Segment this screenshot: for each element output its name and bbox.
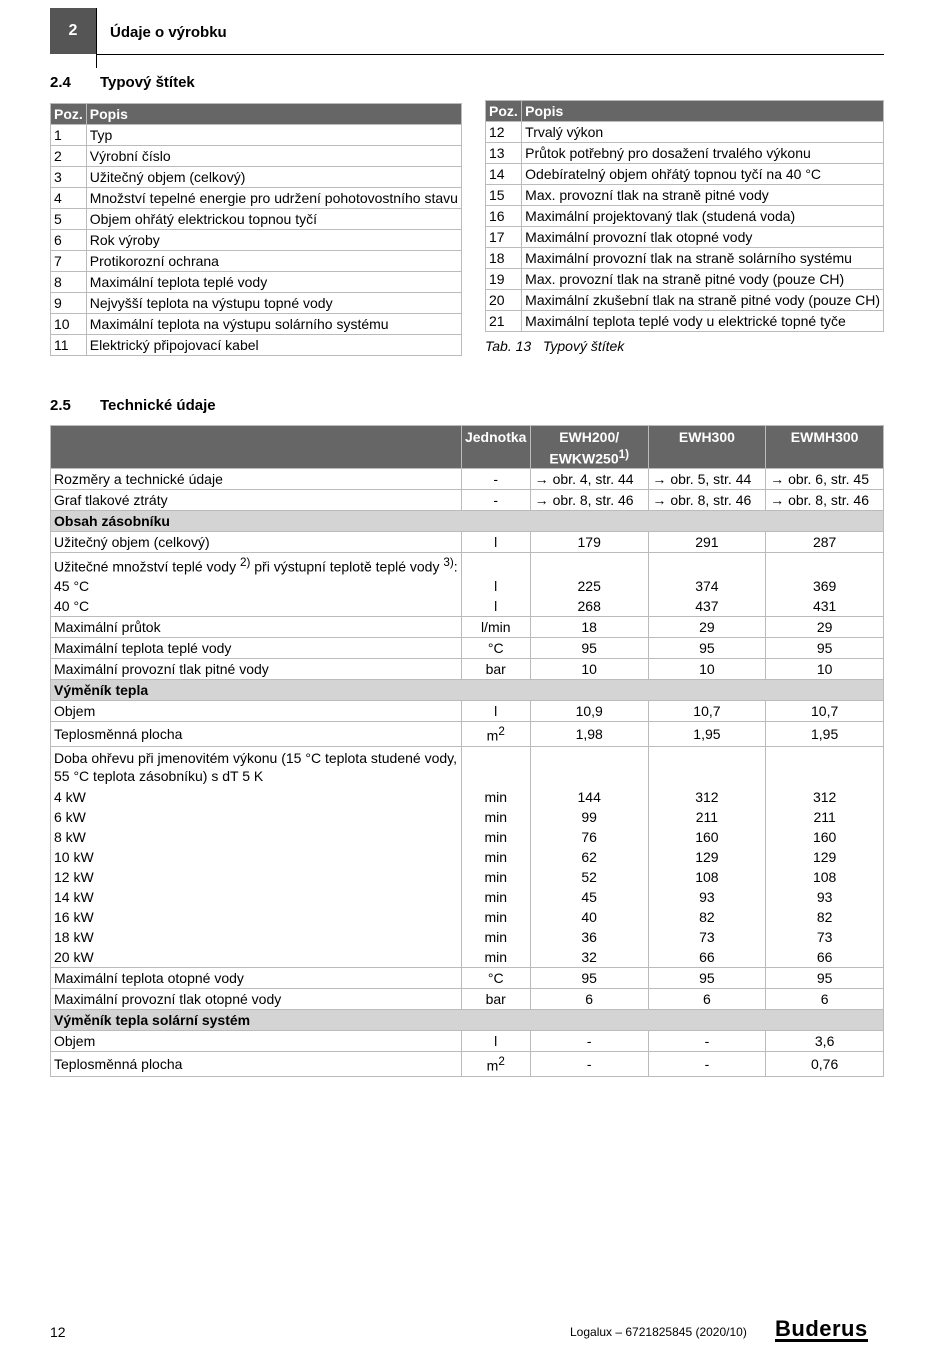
unit-text: m — [486, 1057, 499, 1074]
unit-text: min — [484, 908, 507, 925]
value-cell: 73 — [766, 927, 884, 947]
table-row — [51, 251, 462, 272]
value-cell: 95 — [530, 967, 648, 988]
pos-cell: 18 — [486, 248, 522, 269]
unit-cell — [461, 787, 530, 807]
value-cell: 431 — [766, 596, 884, 617]
hw-qty-label-b: při výstupní teplotě teplé vody — [250, 558, 444, 575]
row-label: Objem — [51, 1030, 462, 1051]
unit-cell — [461, 807, 530, 827]
value-cell: 211 — [648, 807, 766, 827]
value-cell: 437 — [648, 596, 766, 617]
row-label: Maximální teplota otopné vody — [51, 967, 462, 988]
row-label: Teplosměnná plocha — [51, 1051, 462, 1076]
pos-cell: 20 — [486, 290, 522, 311]
row-label: Doba ohřevu při jmenovitém výkonu (15 °C teplota studené vody, 55 °C teplota zásobníku) s dT 5 K — [51, 746, 462, 787]
row-label: Objem — [51, 701, 462, 722]
row-label: 45 °C — [51, 576, 462, 596]
value-cell: 93 — [766, 887, 884, 907]
unit-text: min — [484, 948, 507, 965]
pos-cell: 3 — [51, 167, 87, 188]
footnote-marker: 3) — [443, 555, 454, 569]
unit-cell — [461, 1051, 530, 1076]
value-cell: 29 — [648, 617, 766, 638]
desc-cell: Typ — [86, 125, 461, 146]
empty-cell — [648, 552, 766, 576]
value-cell: 0,76 — [766, 1051, 884, 1076]
desc-cell: Maximální provozní tlak otopné vody — [522, 227, 884, 248]
value-cell: 45 — [530, 887, 648, 907]
col-header-pos: Poz. — [51, 104, 87, 125]
unit-text: min — [484, 828, 507, 845]
desc-cell: Množství tepelné energie pro udržení pohotovostního stavu — [86, 188, 461, 209]
arrow-right-icon: → — [770, 470, 785, 487]
row-label: 14 kW — [51, 887, 462, 907]
unit-cell — [461, 927, 530, 947]
unit-text: min — [484, 808, 507, 825]
row-label — [51, 552, 462, 576]
value-cell: - — [648, 1051, 766, 1076]
value-cell: 18 — [530, 617, 648, 638]
unit-cell — [461, 947, 530, 968]
table-row — [51, 596, 884, 617]
row-label: Užitečný objem (celkový) — [51, 531, 462, 552]
pos-cell: 16 — [486, 206, 522, 227]
value-cell: 62 — [530, 847, 648, 867]
unit-cell — [461, 907, 530, 927]
value-cell: 76 — [530, 827, 648, 847]
table-row — [486, 248, 884, 269]
table-row — [486, 206, 884, 227]
row-label: 8 kW — [51, 827, 462, 847]
desc-cell: Max. provozní tlak na straně pitné vody (pouze CH) — [522, 269, 884, 290]
desc-cell: Maximální provozní tlak na straně solárního systému — [522, 248, 884, 269]
reference-link-cell — [648, 468, 766, 489]
unit-cell — [461, 701, 530, 722]
value-cell: 32 — [530, 947, 648, 968]
row-label: 18 kW — [51, 927, 462, 947]
table-row — [486, 164, 884, 185]
value-cell: 291 — [648, 531, 766, 552]
value-cell: 179 — [530, 531, 648, 552]
empty-cell — [766, 552, 884, 576]
value-cell: 1,95 — [648, 722, 766, 747]
pos-cell: 2 — [51, 146, 87, 167]
desc-cell: Trvalý výkon — [522, 122, 884, 143]
value-cell: 1,95 — [766, 722, 884, 747]
pos-cell: 14 — [486, 164, 522, 185]
arrow-right-icon: → — [534, 491, 549, 508]
value-cell: 6 — [530, 988, 648, 1009]
reference-link-cell — [766, 489, 884, 510]
section-heading-2-4 — [50, 74, 195, 91]
desc-cell: Rok výroby — [86, 230, 461, 251]
value-cell: 73 — [648, 927, 766, 947]
header-divider — [96, 8, 97, 68]
value-cell: 312 — [648, 787, 766, 807]
header-footnote: 1) — [618, 448, 629, 461]
table-row — [51, 314, 462, 335]
value-cell: 211 — [766, 807, 884, 827]
pos-cell: 8 — [51, 272, 87, 293]
value-cell: 82 — [766, 907, 884, 927]
value-cell: 1,98 — [530, 722, 648, 747]
section-title: Typový štítek — [100, 74, 195, 91]
unit-text: °C — [487, 640, 504, 657]
value-cell: 312 — [766, 787, 884, 807]
row-label: Rozměry a technické údaje — [51, 468, 462, 489]
unit-cell — [461, 847, 530, 867]
value-cell: 36 — [530, 927, 648, 947]
value-cell: 129 — [766, 847, 884, 867]
table-row — [486, 122, 884, 143]
empty-cell — [530, 552, 648, 576]
row-label: 4 kW — [51, 787, 462, 807]
empty-cell — [461, 746, 530, 787]
reference-text: obr. 8, str. 46 — [670, 491, 752, 508]
hw-qty-label-a: Užitečné množství teplé vody — [54, 558, 240, 575]
table-row — [51, 146, 462, 167]
subheader-row — [51, 1009, 884, 1030]
chapter-title: Údaje o výrobku — [110, 24, 227, 41]
technical-data-table — [50, 425, 884, 1077]
unit-text: bar — [485, 990, 506, 1007]
value-cell: 225 — [530, 576, 648, 596]
table-row — [486, 227, 884, 248]
table-row — [51, 125, 462, 146]
empty-cell — [530, 746, 648, 787]
row-label: Maximální průtok — [51, 617, 462, 638]
table-row — [51, 1051, 884, 1076]
pos-cell: 10 — [51, 314, 87, 335]
subheader-cell: Výměník tepla solární systém — [51, 1009, 884, 1030]
reference-text: obr. 8, str. 46 — [552, 491, 634, 508]
section-title: Technické údaje — [100, 397, 216, 414]
table-caption — [485, 338, 624, 354]
nameplate-table-right — [485, 100, 884, 332]
unit-text: min — [484, 848, 507, 865]
reference-text: obr. 6, str. 45 — [788, 470, 869, 487]
desc-cell: Odebíratelný objem ohřátý topnou tyčí na 40 °C — [522, 164, 884, 185]
arrow-right-icon: → — [652, 491, 667, 508]
desc-cell: Maximální teplota na výstupu solárního systému — [86, 314, 461, 335]
table-row — [51, 335, 462, 356]
unit-cell — [461, 988, 530, 1009]
pos-cell: 15 — [486, 185, 522, 206]
empty-cell — [648, 746, 766, 787]
reference-link-cell — [648, 489, 766, 510]
row-label: Graf tlakové ztráty — [51, 489, 462, 510]
table-row — [51, 967, 884, 988]
table-row — [51, 638, 884, 659]
desc-cell: Výrobní číslo — [86, 146, 461, 167]
pos-cell: 12 — [486, 122, 522, 143]
value-cell: - — [648, 1030, 766, 1051]
value-cell: 108 — [766, 867, 884, 887]
table-row — [51, 552, 884, 576]
value-cell: 10,9 — [530, 701, 648, 722]
col-header-unit: Jednotka — [461, 426, 530, 469]
value-cell: 160 — [648, 827, 766, 847]
reference-text: obr. 5, str. 44 — [670, 470, 752, 487]
unit-cell — [461, 659, 530, 680]
desc-cell: Maximální teplota teplé vody — [86, 272, 461, 293]
row-label: 40 °C — [51, 596, 462, 617]
footnote-marker: 2) — [239, 555, 251, 569]
unit-superscript: 2 — [498, 1054, 505, 1068]
pos-cell: 19 — [486, 269, 522, 290]
value-cell: 29 — [766, 617, 884, 638]
col-header-ewh200 — [530, 426, 648, 469]
unit-text: bar — [485, 661, 506, 678]
pos-cell: 11 — [51, 335, 87, 356]
table-row — [486, 290, 884, 311]
table-row — [51, 209, 462, 230]
unit-text: l — [494, 703, 498, 720]
desc-cell: Nejvyšší teplota na výstupu topné vody — [86, 293, 461, 314]
value-cell: 374 — [648, 576, 766, 596]
buderus-logo: Buderus — [775, 1316, 868, 1341]
arrow-right-icon: → — [652, 470, 667, 487]
table-row — [51, 947, 884, 968]
desc-cell: Průtok potřebný pro dosažení trvalého výkonu — [522, 143, 884, 164]
unit-cell: - — [461, 489, 530, 510]
table-row — [486, 311, 884, 332]
caption-number: Tab. 13 — [485, 338, 532, 354]
table-row — [51, 847, 884, 867]
table-row — [51, 867, 884, 887]
table-row — [51, 746, 884, 787]
col-header-label — [51, 426, 462, 469]
unit-cell — [461, 617, 530, 638]
unit-superscript: 2 — [498, 725, 505, 739]
subheader-cell: Výměník tepla — [51, 680, 884, 701]
value-cell: - — [530, 1051, 648, 1076]
pos-cell: 9 — [51, 293, 87, 314]
table-row — [51, 701, 884, 722]
value-cell: 95 — [530, 638, 648, 659]
table-row — [486, 269, 884, 290]
col-header-ewmh300: EWMH300 — [766, 426, 884, 469]
header-rule — [96, 54, 884, 55]
row-label: 12 kW — [51, 867, 462, 887]
row-label: 20 kW — [51, 947, 462, 968]
hw-qty-label-c: : — [453, 558, 458, 575]
section-number: 2.5 — [50, 397, 71, 414]
unit-cell — [461, 531, 530, 552]
col-header-desc: Popis — [522, 101, 884, 122]
unit-cell — [461, 887, 530, 907]
caption-text: Typový štítek — [542, 338, 625, 354]
value-cell: 144 — [530, 787, 648, 807]
unit-text: min — [484, 868, 507, 885]
value-cell: 93 — [648, 887, 766, 907]
desc-cell: Užitečný objem (celkový) — [86, 167, 461, 188]
value-cell: 10,7 — [648, 701, 766, 722]
table-row — [486, 185, 884, 206]
arrow-right-icon: → — [770, 491, 785, 508]
table-row — [51, 576, 884, 596]
reference-row — [51, 468, 884, 489]
page-number: 12 — [50, 1324, 66, 1340]
unit-cell: - — [461, 468, 530, 489]
reference-text: obr. 8, str. 46 — [788, 491, 869, 508]
desc-cell: Objem ohřátý elektrickou topnou tyčí — [86, 209, 461, 230]
chapter-number — [50, 8, 96, 54]
desc-cell: Maximální projektovaný tlak (studená voda) — [522, 206, 884, 227]
row-label: Maximální provozní tlak pitné vody — [51, 659, 462, 680]
subheader-cell: Obsah zásobníku — [51, 510, 884, 531]
value-cell: 3,6 — [766, 1030, 884, 1051]
value-cell: 129 — [648, 847, 766, 867]
table-row — [51, 188, 462, 209]
pos-cell: 21 — [486, 311, 522, 332]
pos-cell: 7 — [51, 251, 87, 272]
value-cell: 287 — [766, 531, 884, 552]
desc-cell: Maximální teplota teplé vody u elektrické topné tyče — [522, 311, 884, 332]
unit-cell — [461, 967, 530, 988]
table-row — [51, 293, 462, 314]
value-cell: 95 — [766, 967, 884, 988]
unit-text: min — [484, 888, 507, 905]
table-row — [486, 143, 884, 164]
col-header-pos: Poz. — [486, 101, 522, 122]
value-cell: 160 — [766, 827, 884, 847]
empty-cell — [766, 746, 884, 787]
reference-text: obr. 4, str. 44 — [552, 470, 634, 487]
value-cell: 10,7 — [766, 701, 884, 722]
value-cell: 95 — [648, 967, 766, 988]
empty-cell — [461, 552, 530, 576]
unit-text: min — [484, 788, 507, 805]
pos-cell: 13 — [486, 143, 522, 164]
pos-cell: 6 — [51, 230, 87, 251]
value-cell: 268 — [530, 596, 648, 617]
unit-text: min — [484, 928, 507, 945]
unit-cell — [461, 638, 530, 659]
table-row — [51, 887, 884, 907]
subheader-row — [51, 680, 884, 701]
unit-cell — [461, 867, 530, 887]
table-row — [51, 167, 462, 188]
table-row — [51, 722, 884, 747]
value-cell: 66 — [648, 947, 766, 968]
value-cell: 66 — [766, 947, 884, 968]
table-row — [51, 1030, 884, 1051]
value-cell: 10 — [648, 659, 766, 680]
row-label: 10 kW — [51, 847, 462, 867]
desc-cell: Protikorozní ochrana — [86, 251, 461, 272]
unit-text: °C — [487, 969, 504, 986]
pos-cell: 1 — [51, 125, 87, 146]
pos-cell: 4 — [51, 188, 87, 209]
arrow-right-icon: → — [534, 470, 549, 487]
table-row — [51, 827, 884, 847]
desc-cell: Max. provozní tlak na straně pitné vody — [522, 185, 884, 206]
header-ewh200-line1: EWH200/ — [559, 429, 620, 445]
section-number: 2.4 — [50, 74, 71, 91]
row-label: Teplosměnná plocha — [51, 722, 462, 747]
nameplate-table-left — [50, 103, 462, 356]
value-cell: 6 — [648, 988, 766, 1009]
pos-cell: 5 — [51, 209, 87, 230]
desc-cell: Elektrický připojovací kabel — [86, 335, 461, 356]
table-row — [51, 988, 884, 1009]
reference-row — [51, 489, 884, 510]
table-row — [51, 617, 884, 638]
reference-link-cell — [530, 468, 648, 489]
subheader-row — [51, 510, 884, 531]
section-heading-2-5 — [50, 397, 216, 414]
pos-cell: 17 — [486, 227, 522, 248]
unit-text: l — [494, 598, 498, 615]
table-row — [51, 807, 884, 827]
desc-cell: Maximální zkušební tlak na straně pitné vody (pouze CH) — [522, 290, 884, 311]
table-row — [51, 907, 884, 927]
unit-text: l — [494, 578, 498, 595]
table-row — [51, 272, 462, 293]
unit-cell — [461, 596, 530, 617]
header-ewh200-line2: EWKW250 — [549, 450, 619, 467]
chapter-number-text: 2 — [68, 22, 78, 39]
value-cell: 99 — [530, 807, 648, 827]
unit-cell — [461, 1030, 530, 1051]
value-cell: 95 — [648, 638, 766, 659]
value-cell: 95 — [766, 638, 884, 659]
value-cell: 52 — [530, 867, 648, 887]
value-cell: 369 — [766, 576, 884, 596]
unit-text: m — [486, 727, 499, 744]
unit-cell — [461, 576, 530, 596]
row-label: Maximální teplota teplé vody — [51, 638, 462, 659]
value-cell: - — [530, 1030, 648, 1051]
reference-link-cell — [766, 468, 884, 489]
value-cell: 10 — [530, 659, 648, 680]
value-cell: 82 — [648, 907, 766, 927]
table-row — [51, 531, 884, 552]
col-header-desc: Popis — [86, 104, 461, 125]
value-cell: 10 — [766, 659, 884, 680]
table-row — [51, 927, 884, 947]
unit-text: l — [494, 533, 498, 550]
value-cell: 6 — [766, 988, 884, 1009]
row-label: 16 kW — [51, 907, 462, 927]
row-label: Maximální provozní tlak otopné vody — [51, 988, 462, 1009]
unit-cell — [461, 722, 530, 747]
unit-text: l/min — [480, 619, 511, 636]
table-row — [51, 787, 884, 807]
reference-link-cell — [530, 489, 648, 510]
value-cell: 40 — [530, 907, 648, 927]
value-cell: 108 — [648, 867, 766, 887]
row-label: 6 kW — [51, 807, 462, 827]
col-header-ewh300: EWH300 — [648, 426, 766, 469]
table-row — [51, 230, 462, 251]
unit-cell — [461, 827, 530, 847]
document-reference: Logalux – 6721825845 (2020/10) — [570, 1325, 747, 1339]
table-row — [51, 659, 884, 680]
unit-text: l — [494, 1032, 498, 1049]
